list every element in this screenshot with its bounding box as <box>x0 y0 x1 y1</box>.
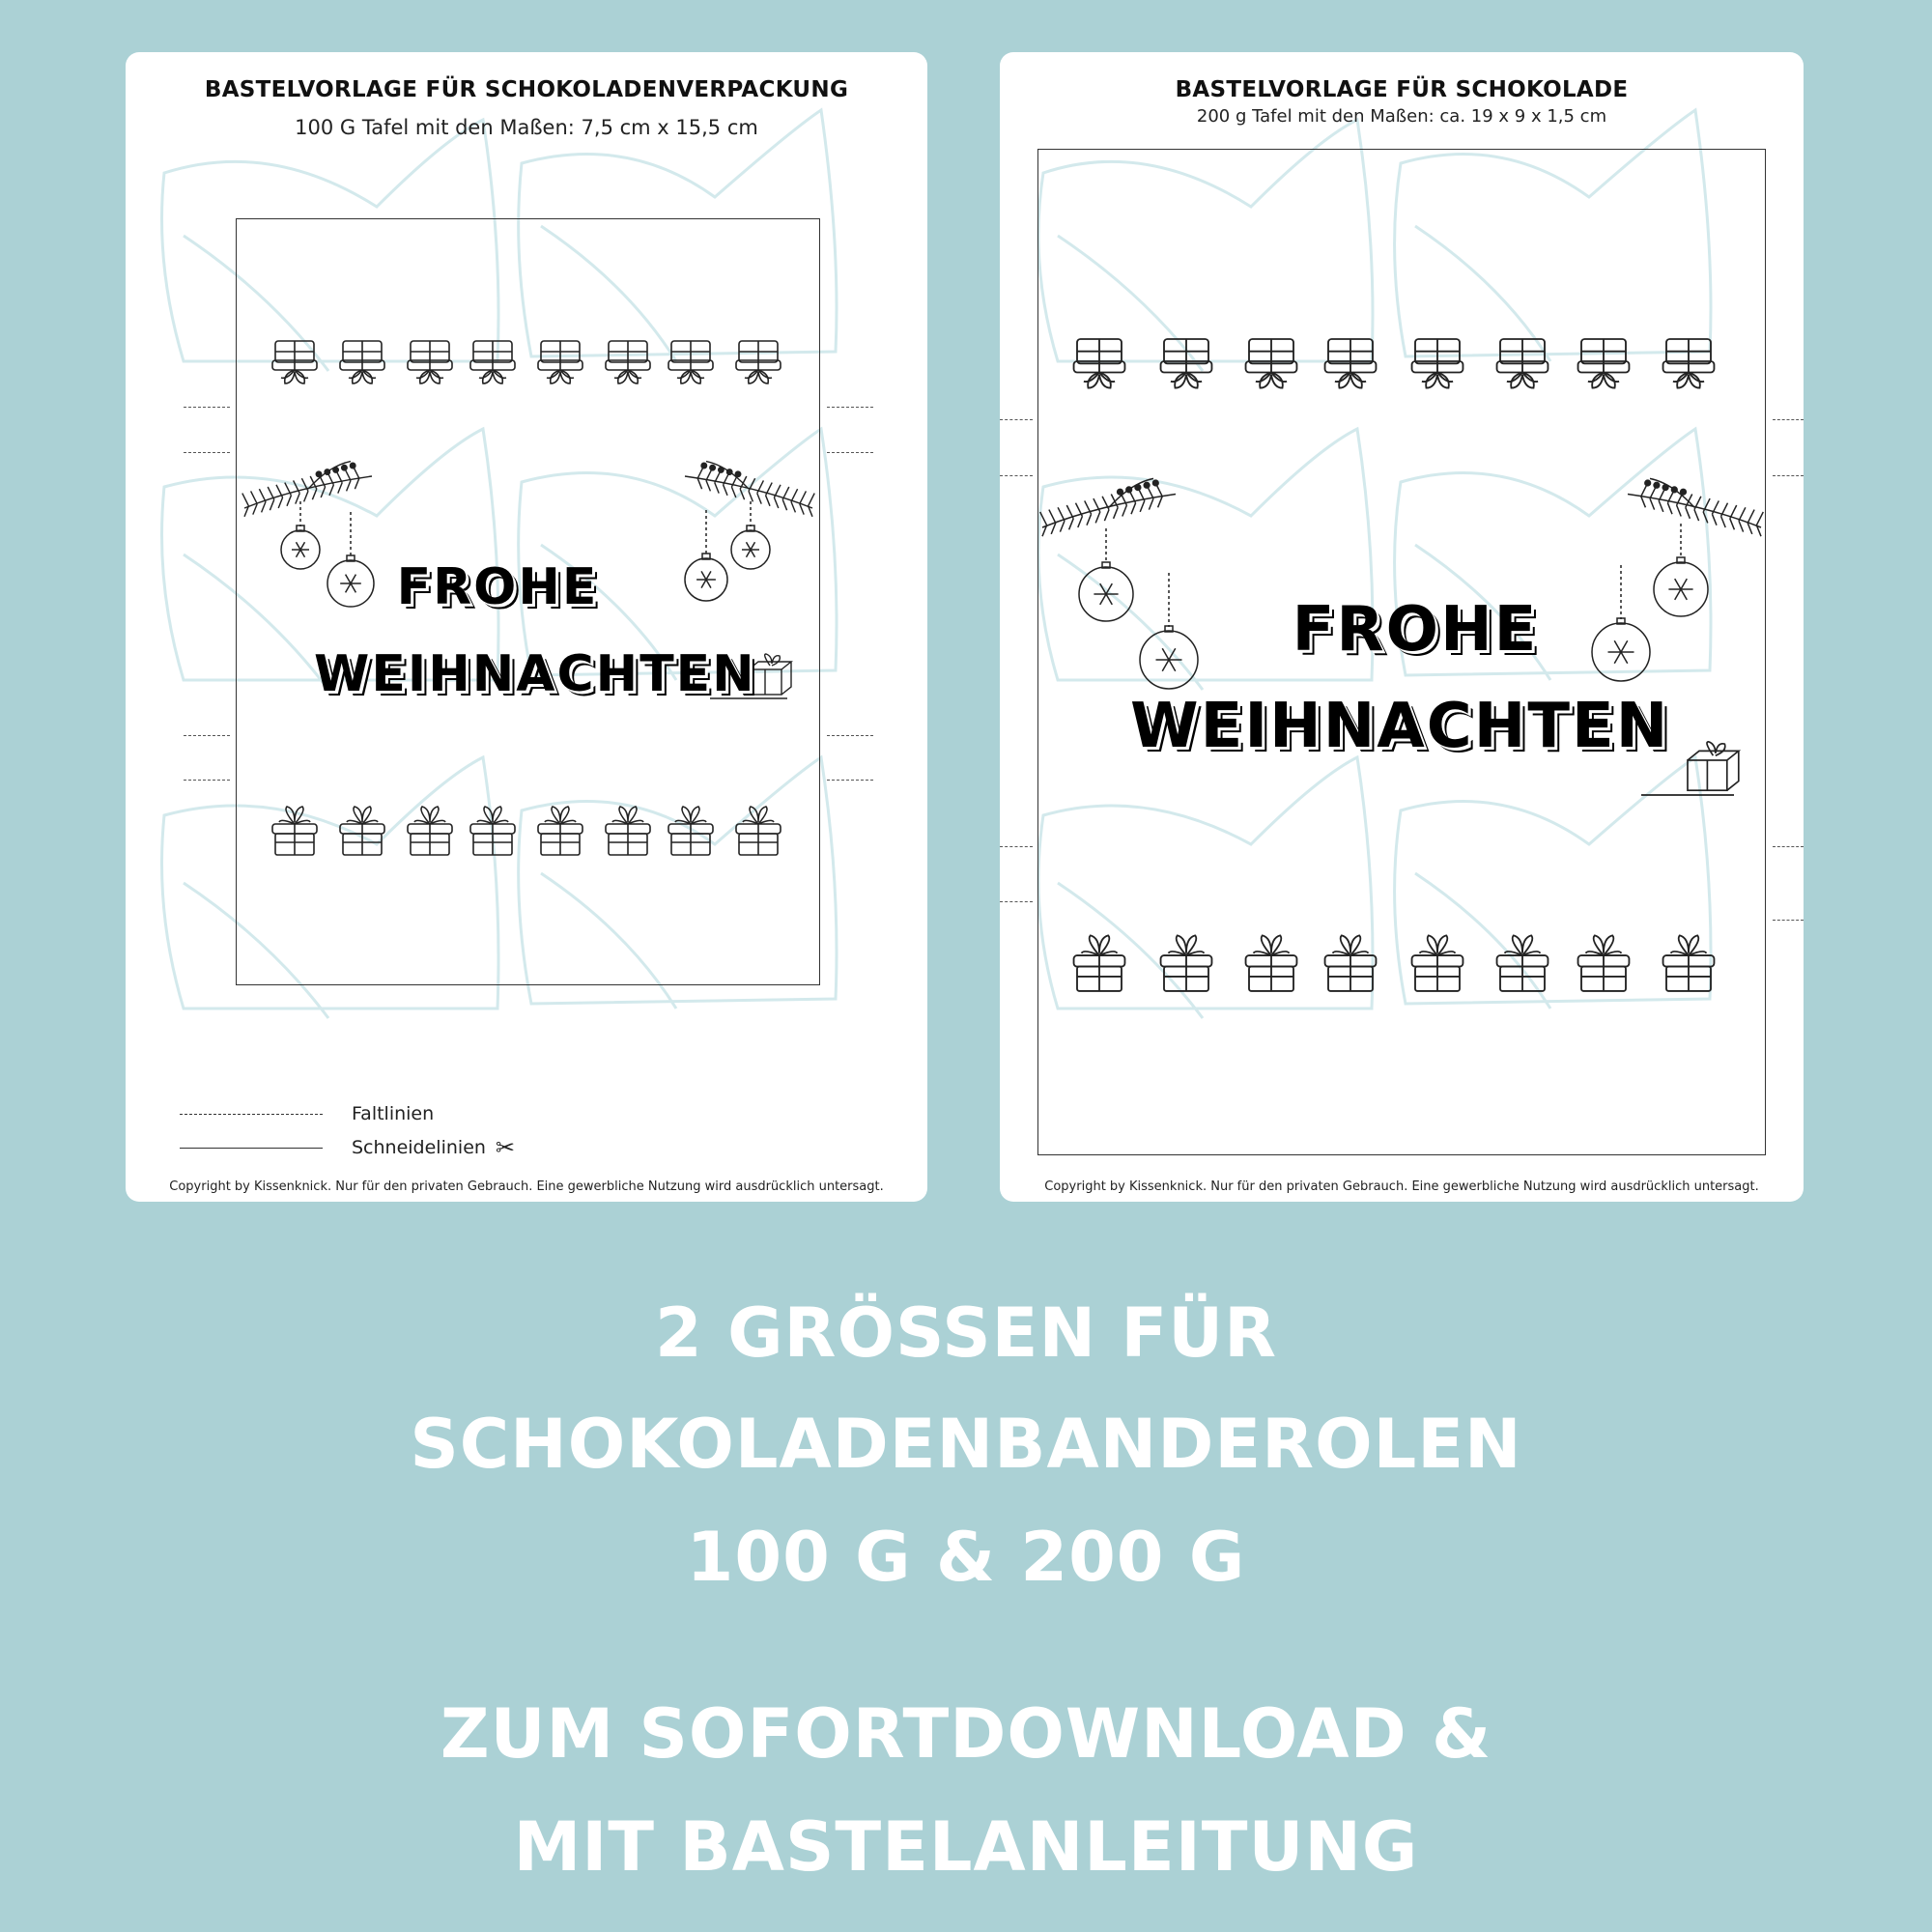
template-card-100g <box>126 52 927 1202</box>
gift-bow-icon <box>1578 339 1630 388</box>
christmas-bauble-icon <box>281 501 320 569</box>
gift-box-icon <box>1412 935 1463 991</box>
gift-box-icon <box>272 807 317 855</box>
greeting-weihnachten: WEIHNACHTEN <box>1130 691 1670 762</box>
gift-box-icon <box>736 807 781 855</box>
gift-box-icon <box>1161 935 1212 991</box>
fold-mark <box>1000 901 1033 902</box>
fold-mark <box>827 735 873 736</box>
christmas-bauble-icon <box>1140 573 1198 689</box>
gift-box-icon <box>1325 935 1377 991</box>
fold-mark <box>184 735 230 736</box>
pine-branch-icon <box>1628 478 1763 536</box>
chocolate-band-template <box>236 218 820 985</box>
gift-bow-icon <box>736 341 781 384</box>
gift-bow-icon <box>1412 339 1463 388</box>
gift-box-icon <box>606 807 650 855</box>
pine-branch-icon <box>1040 478 1176 536</box>
fold-mark <box>1773 846 1804 847</box>
fold-mark <box>827 407 873 408</box>
christmas-bauble-icon <box>1654 524 1708 616</box>
legend-cut <box>180 1134 515 1161</box>
gift-bow-icon <box>1074 339 1125 388</box>
fold-mark <box>827 780 873 781</box>
legend-cut-line <box>180 1148 323 1149</box>
copyright-note: Copyright by Kissenknick. Nur für den privaten Gebrauch. Eine gewerbliche Nutzung wird ausdrücklich untersagt. <box>169 1179 884 1194</box>
legend-fold <box>180 1103 434 1124</box>
gift-box-icon <box>1663 935 1715 991</box>
greeting-frohe: FROHE <box>396 558 599 616</box>
christmas-bauble-icon <box>731 501 770 569</box>
gift-box-icon <box>408 807 452 855</box>
legend-fold-line <box>180 1114 323 1115</box>
chocolate-band-template <box>1037 149 1766 1155</box>
pine-branch-icon <box>242 462 372 517</box>
card-title: BASTELVORLAGE FÜR SCHOKOLADE <box>1175 77 1629 102</box>
gift-bow-icon <box>606 341 650 384</box>
fold-mark <box>1773 920 1804 921</box>
gift-box-icon <box>470 807 515 855</box>
card-title: BASTELVORLAGE FÜR SCHOKOLADENVERPACKUNG <box>204 77 849 102</box>
fold-mark <box>1000 419 1033 420</box>
greeting-frohe: FROHE <box>1292 594 1539 666</box>
template-card-200g <box>1000 52 1804 1202</box>
fold-mark <box>184 407 230 408</box>
headline-line-4: ZUM SOFORTDOWNLOAD & <box>440 1694 1492 1774</box>
headline-line-2: SCHOKOLADENBANDEROLEN <box>410 1405 1522 1484</box>
gift-bow-icon <box>340 341 384 384</box>
christmas-bauble-icon <box>1079 528 1133 621</box>
fold-mark <box>1773 475 1804 476</box>
headline-line-3: 100 G & 200 G <box>686 1518 1246 1597</box>
gift-box-icon <box>1497 935 1548 991</box>
fold-mark <box>184 780 230 781</box>
gift-box-icon <box>668 807 713 855</box>
gift-bow-icon <box>1497 339 1548 388</box>
fold-mark <box>1000 846 1033 847</box>
gift-bow-icon <box>1325 339 1377 388</box>
greeting-weihnachten: WEIHNACHTEN <box>314 645 756 703</box>
gift-bow-icon <box>470 341 515 384</box>
gift-bow-icon <box>668 341 713 384</box>
pine-branch-icon <box>685 462 814 517</box>
gift-bow-icon <box>1663 339 1715 388</box>
fold-mark <box>1773 419 1804 420</box>
gift-bow-icon <box>408 341 452 384</box>
fold-mark <box>827 452 873 453</box>
gift-box-icon <box>1578 935 1630 991</box>
legend-cut-label: Schneidelinien <box>352 1137 486 1158</box>
gift-box-icon <box>340 807 384 855</box>
legend-fold-label: Faltlinien <box>352 1103 435 1124</box>
gift-box-icon <box>1074 935 1125 991</box>
scissors-icon: ✂ <box>495 1134 516 1161</box>
gift-bow-icon <box>538 341 582 384</box>
gift-box-icon <box>1246 935 1297 991</box>
gift-bow-icon <box>1246 339 1297 388</box>
copyright-note: Copyright by Kissenknick. Nur für den privaten Gebrauch. Eine gewerbliche Nutzung wird ausdrücklich untersagt. <box>1044 1179 1759 1194</box>
fold-mark <box>184 452 230 453</box>
card-subtitle: 200 g Tafel mit den Maßen: ca. 19 x 9 x 1,5 cm <box>1196 106 1607 127</box>
headline-line-1: 2 GRÖSSEN FÜR <box>655 1293 1277 1373</box>
gift-bow-icon <box>1161 339 1212 388</box>
card-subtitle: 100 G Tafel mit den Maßen: 7,5 cm x 15,5 cm <box>295 116 758 139</box>
fold-mark <box>1000 475 1033 476</box>
gift-box-icon <box>538 807 582 855</box>
headline-line-5: MIT BASTELANLEITUNG <box>513 1807 1419 1887</box>
gift-bow-icon <box>272 341 317 384</box>
